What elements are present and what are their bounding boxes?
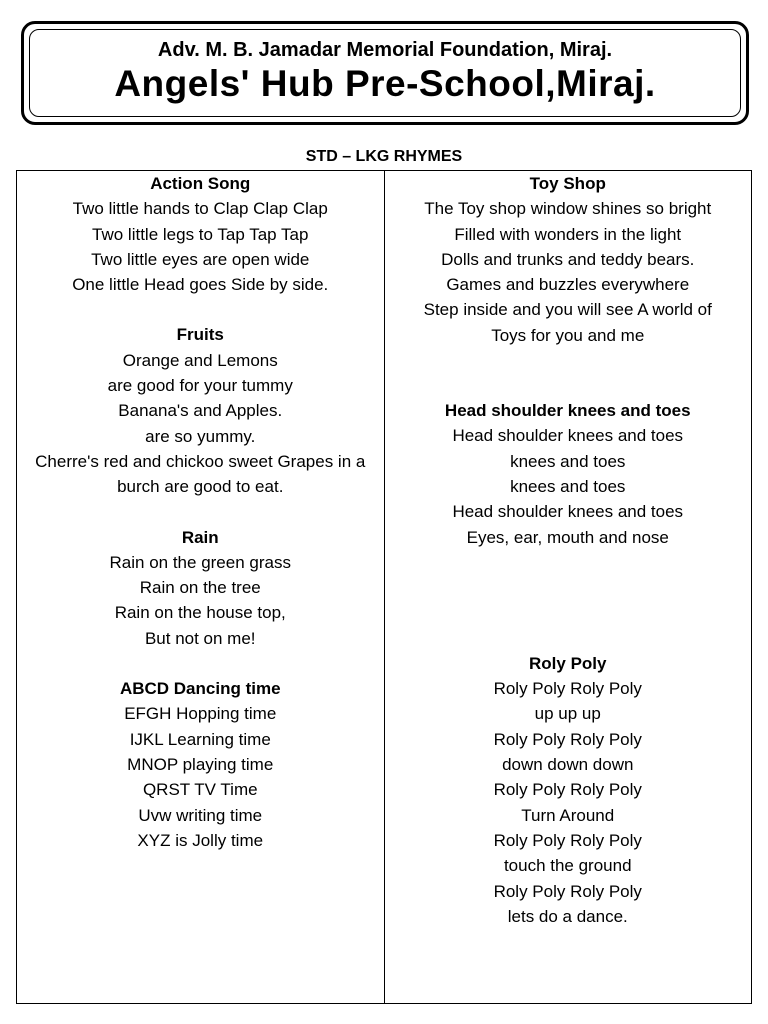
rhyme-line: lets do a dance. (507, 906, 628, 926)
rhyme-line: Rain on the house top, (114, 603, 286, 623)
rhyme-title-rain: Rain (181, 527, 219, 547)
rhyme-line: are good for your tummy (107, 376, 293, 396)
rhyme-line: Two little eyes are open wide (91, 249, 310, 269)
foundation-name: Adv. M. B. Jamadar Memorial Foundation, Miraj. (157, 39, 613, 61)
rhyme-line: knees and toes (510, 451, 626, 471)
rhyme-line: QRST TV Time (142, 780, 258, 800)
rhyme-line: Dolls and trunks and teddy bears. (441, 249, 695, 269)
header-box (21, 21, 749, 125)
rhyme-line: Two little legs to Tap Tap Tap (92, 224, 309, 244)
rhyme-title-toy-shop: Toy Shop (529, 174, 606, 193)
rhyme-line: IJKL Learning time (129, 729, 271, 749)
rhyme-line: Step inside and you will see A world of (423, 300, 712, 320)
rhyme-line: knees and toes (510, 476, 626, 496)
rhyme-title-head-shoulders: Head shoulder knees and toes (444, 401, 691, 421)
left-column (17, 171, 385, 1003)
rhyme-line: EFGH Hopping time (124, 704, 277, 724)
rhyme-line: Orange and Lemons (122, 350, 278, 370)
right-column (385, 171, 752, 1003)
rhyme-line: Banana's and Apples. (118, 401, 283, 421)
rhyme-line: Roly Poly Roly Poly (493, 729, 642, 749)
rhyme-line: burch are good to eat. (117, 477, 284, 497)
rhyme-title-roly-poly: Roly Poly (529, 653, 607, 673)
rhyme-title-abcd: ABCD Dancing time (119, 679, 281, 699)
rhyme-line: Two little hands to Clap Clap Clap (72, 199, 328, 219)
rhyme-line: Rain on the tree (139, 578, 261, 598)
rhyme-line: Games and buzzles everywhere (446, 275, 690, 295)
rhyme-line: MNOP playing time (127, 754, 274, 774)
rhyme-line: Turn Around (521, 805, 615, 825)
rhyme-line: Uvw writing time (138, 805, 263, 825)
rhyme-line: Roly Poly Roly Poly (493, 679, 642, 699)
rhyme-line: But not on me! (144, 628, 256, 648)
rhyme-line: Roly Poly Roly Poly (493, 881, 642, 901)
rhyme-line: up up up (534, 704, 601, 724)
class-title: STD – LKG RHYMES (305, 148, 463, 165)
rhyme-line: are so yummy. (145, 426, 256, 446)
rhymes-table (16, 170, 752, 1004)
header-inner-border (29, 29, 741, 117)
rhyme-line: touch the ground (503, 856, 632, 876)
rhyme-line: Head shoulder knees and toes (452, 502, 684, 522)
rhyme-title-action-song: Action Song (150, 174, 251, 193)
rhyme-line: Cherre's red and chickoo sweet Grapes in a (35, 451, 366, 471)
rhyme-line: Roly Poly Roly Poly (493, 830, 642, 850)
rhyme-line: XYZ is Jolly time (137, 830, 264, 850)
rhyme-line: Eyes, ear, mouth and nose (466, 527, 669, 547)
rhyme-title-fruits: Fruits (176, 325, 224, 345)
rhyme-line: One little Head goes Side by side. (72, 275, 329, 295)
rhyme-line: Head shoulder knees and toes (452, 426, 684, 446)
rhyme-line: down down down (502, 755, 634, 775)
school-name: Angels' Hub Pre-School,Miraj. (114, 63, 656, 104)
rhyme-line: The Toy shop window shines so bright (424, 199, 712, 219)
rhyme-line: Filled with wonders in the light (454, 224, 682, 244)
rhyme-line: Toys for you and me (491, 325, 645, 345)
rhyme-line: Roly Poly Roly Poly (493, 780, 642, 800)
rhyme-line: Rain on the green grass (109, 552, 291, 572)
